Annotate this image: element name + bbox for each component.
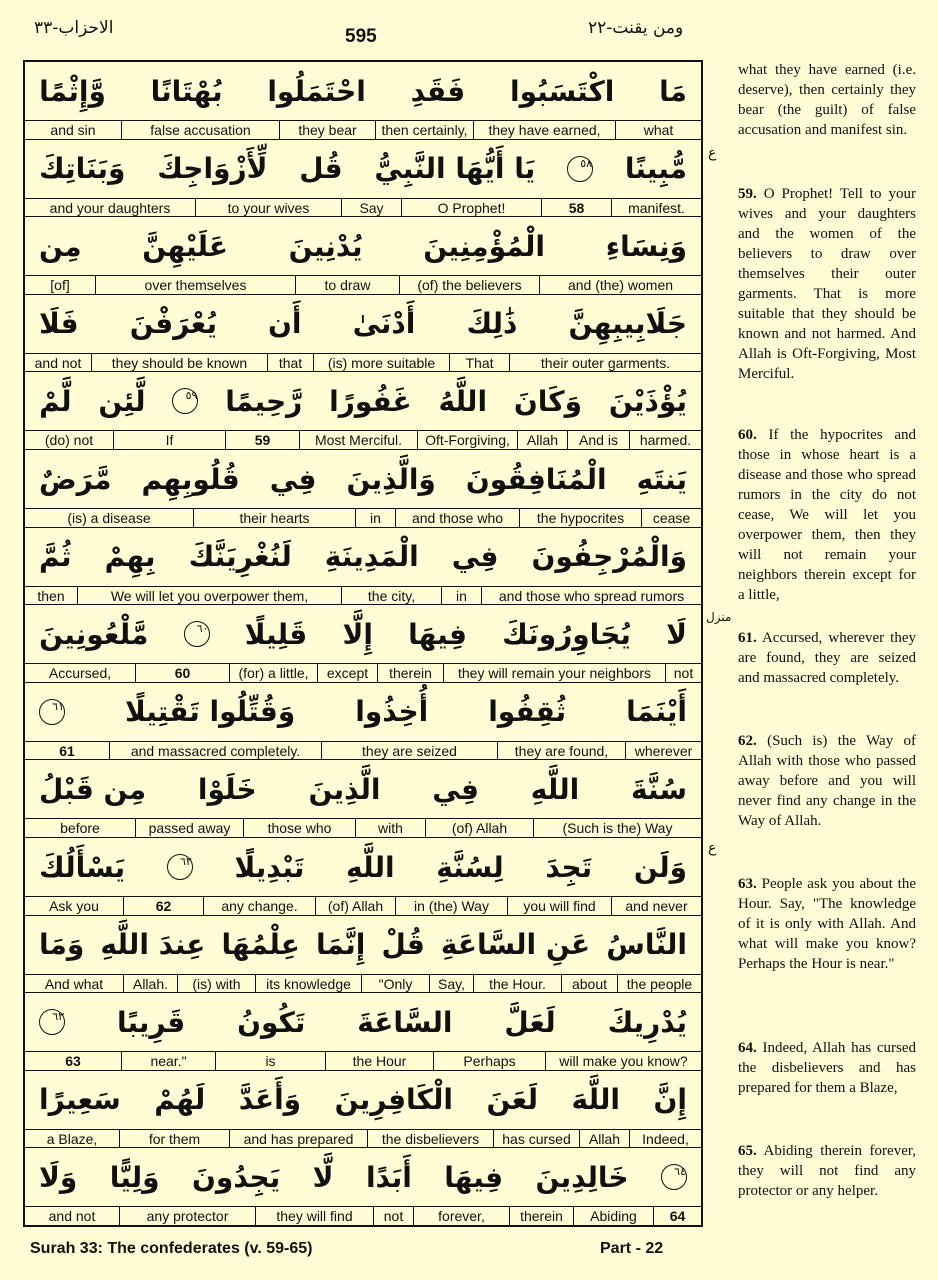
- verse-row: [25, 1071, 701, 1149]
- gloss-cell: and (the) women: [539, 276, 701, 294]
- gloss-cell: And is: [567, 431, 629, 449]
- page-number: 595: [345, 26, 377, 47]
- arabic-word: مِن: [39, 229, 82, 263]
- arabic-line: [25, 140, 701, 199]
- arabic-word: إِنَّ: [653, 1083, 687, 1117]
- english-gloss-line: [25, 1207, 701, 1225]
- gloss-cell: about: [561, 975, 617, 993]
- arabic-word: يُدْرِيكَ: [607, 1005, 687, 1039]
- arabic-word: لَهُمْ: [154, 1083, 206, 1117]
- verse-row: [25, 372, 701, 450]
- surah-footer: Surah 33: The confederates (v. 59-65): [30, 1240, 313, 1257]
- verse-number-mark: ٦٤: [661, 1164, 687, 1190]
- arabic-word: مِن قَبْلُ: [39, 772, 147, 806]
- arabic-word: عِلْمُهَا: [221, 928, 300, 962]
- gloss-cell: cease: [641, 509, 701, 527]
- arabic-word: وَبَنَاتِكَ: [39, 152, 126, 186]
- arabic-word: يَنتَهِ: [636, 462, 687, 496]
- arabic-word: سُنَّةَ: [631, 772, 687, 806]
- gloss-cell: Allah.: [123, 975, 177, 993]
- arabic-line: [25, 838, 701, 897]
- gloss-cell: to draw: [295, 276, 399, 294]
- gloss-cell: Say,: [429, 975, 473, 993]
- gloss-cell: and sin: [50, 122, 96, 138]
- verse-number-mark: ٦٣: [39, 1009, 65, 1035]
- arabic-word: وَلَن: [633, 850, 687, 884]
- arabic-word: عِندَ اللَّهِ: [100, 928, 206, 962]
- word-by-word-grid: [23, 60, 703, 1227]
- gloss-cell: not: [373, 1207, 413, 1225]
- arabic-line: [25, 295, 701, 354]
- arabic-word: فِيهَا: [444, 1160, 504, 1194]
- gloss-cell: And what: [44, 975, 104, 992]
- verse-number-mark: ٦١: [39, 699, 65, 725]
- arabic-word: قُلُوبِهِم: [141, 462, 240, 496]
- arabic-word: يُدْنِينَ: [288, 229, 363, 263]
- arabic-word: اللَّهَ: [571, 1083, 620, 1117]
- gloss-cell: That: [449, 354, 509, 372]
- translation-text: what they have earned (i.e. deserve), then certainly they bear (the guilt) of false accusation and manifest sin.: [738, 62, 916, 138]
- gloss-cell: (of) Allah: [425, 819, 533, 837]
- verse-row: [25, 1148, 701, 1226]
- arabic-word: لَا: [666, 617, 687, 651]
- translation-paragraph: [738, 1141, 916, 1201]
- translation-text: People ask you about the Hour. Say, "The knowledge of it is only with Allah. And what will make you know? Perhaps the Hour is near.": [738, 876, 916, 972]
- gloss-cell: they will find: [255, 1207, 373, 1225]
- arabic-line: [25, 605, 701, 664]
- gloss-cell: Abiding: [573, 1207, 653, 1225]
- gloss-cell: Perhaps: [433, 1052, 545, 1070]
- gloss-cell: in: [441, 587, 481, 605]
- translation-paragraph: [738, 425, 916, 605]
- gloss-cell: [of]: [50, 277, 70, 294]
- arabic-line: [25, 217, 701, 276]
- arabic-word: وَّإِثْمًا: [39, 74, 106, 108]
- verse-number-cell: 63: [65, 1053, 81, 1070]
- verse-row: [25, 838, 701, 916]
- gloss-cell: wherever: [625, 742, 701, 760]
- english-gloss-line: [25, 897, 701, 915]
- translation-text: Abiding therein forever, they will not find any protector or any helper.: [738, 1143, 916, 1199]
- gloss-cell: Allah: [517, 431, 567, 449]
- verse-row: [25, 605, 701, 683]
- arabic-word: تَجِدَ: [545, 850, 593, 884]
- gloss-cell: We will let you overpower them,: [77, 587, 341, 605]
- verse-row: [25, 450, 701, 528]
- arabic-word: لَّئِن: [98, 384, 146, 418]
- arabic-word: ثُقِفُوا: [488, 695, 567, 729]
- verse-number: 62.: [738, 733, 757, 749]
- gloss-cell: "Only: [361, 975, 429, 993]
- verse-number: 63.: [738, 876, 757, 892]
- arabic-line: [25, 916, 701, 975]
- gloss-cell: you will find: [507, 897, 611, 915]
- verse-row: [25, 916, 701, 994]
- arabic-word: لَعَلَّ: [504, 1005, 556, 1039]
- english-gloss-line: [25, 819, 701, 837]
- gloss-cell: Indeed,: [629, 1130, 701, 1148]
- arabic-line: [25, 450, 701, 509]
- verse-row: [25, 295, 701, 373]
- arabic-word: يَسْأَلُكَ: [39, 850, 126, 884]
- arabic-word: لَعَنَ: [486, 1083, 538, 1117]
- arabic-word: بِهِمْ: [104, 540, 156, 574]
- translation-paragraph: [738, 60, 916, 140]
- arabic-word: تَبْدِيلًا: [234, 850, 305, 884]
- arabic-word: الْمُنَافِقُونَ: [465, 462, 607, 496]
- gloss-cell: forever,: [413, 1207, 509, 1225]
- arabic-word: يُجَاوِرُونَكَ: [502, 617, 631, 651]
- gloss-cell: those who: [243, 819, 355, 837]
- arabic-word: قَرِيبًا: [116, 1005, 186, 1039]
- arabic-word: أَبَدًا: [365, 1160, 412, 1194]
- gloss-cell: (of) Allah: [315, 897, 395, 915]
- arabic-word: رَّحِيمًا: [225, 384, 303, 418]
- gloss-cell: any change.: [203, 897, 315, 915]
- gloss-cell: they are found,: [497, 742, 625, 760]
- english-gloss-line: [25, 509, 701, 527]
- gloss-cell: the Hour.: [473, 975, 561, 993]
- arabic-word: فَلَا: [39, 307, 79, 341]
- gloss-cell: the city,: [341, 587, 441, 605]
- gloss-cell: will make you know?: [545, 1052, 701, 1070]
- arabic-word: إِنَّمَا: [315, 928, 366, 962]
- english-gloss-line: [25, 199, 701, 217]
- verse-row: [25, 993, 701, 1071]
- verse-row: [25, 217, 701, 295]
- arabic-word: لَّا: [312, 1160, 334, 1194]
- arabic-word: وَالَّذِينَ: [346, 462, 436, 496]
- arabic-word: لَنُغْرِيَنَّكَ: [188, 540, 292, 574]
- gloss-cell: harmed.: [629, 431, 701, 449]
- verse-number-cell: 62: [123, 897, 203, 915]
- gloss-cell: not: [665, 664, 701, 682]
- arabic-word: لِّأَزْوَاجِكَ: [157, 152, 268, 186]
- gloss-cell: the Hour: [325, 1052, 433, 1070]
- verse-number-cell: 60: [135, 664, 229, 682]
- arabic-word: وَالْمُرْجِفُونَ: [531, 540, 687, 574]
- verse-row: [25, 528, 701, 606]
- verse-number-mark: ٥٨: [567, 156, 593, 182]
- arabic-word: احْتَمَلُوا: [267, 74, 366, 108]
- english-gloss-line: [25, 276, 701, 294]
- gloss-cell: the hypocrites: [519, 509, 641, 527]
- translation-text: O Prophet! Tell to your wives and your daughters and the women of the believers to draw over themselves their outer garments. That is more suitable that they should be known and not harmed. And Allah is Oft-Forgiving, Most Merciful.: [738, 186, 916, 382]
- arabic-word: عَلَيْهِنَّ: [142, 229, 228, 263]
- arabic-word: اكْتَسَبُوا: [510, 74, 615, 108]
- arabic-line: [25, 62, 701, 121]
- arabic-word: خَالِدِينَ: [535, 1160, 629, 1194]
- arabic-word: فِي: [432, 772, 479, 806]
- verse-number: 60.: [738, 427, 757, 443]
- gloss-cell: that: [267, 354, 313, 372]
- gloss-cell: Ask you: [49, 898, 99, 914]
- verse-row: [25, 683, 701, 761]
- arabic-word: أَيْنَمَا: [626, 695, 687, 729]
- arabic-word: عَنِ السَّاعَةِ: [440, 928, 591, 962]
- english-gloss-line: [25, 587, 701, 605]
- arabic-word: فِي: [451, 540, 499, 574]
- arabic-line: [25, 372, 701, 431]
- arabic-line: [25, 528, 701, 587]
- translation-text: If the hypocrites and those in whose heart is a disease and those who spread rumors in the city do not cease, We will let you overpower them, then they will not remain your neighbors therein except for a little,: [738, 427, 916, 603]
- arabic-word: أَدْنَىٰ: [352, 307, 416, 341]
- gloss-cell: false accusation: [121, 121, 279, 139]
- gloss-cell: and not: [48, 1208, 96, 1225]
- verse-number: 65.: [738, 1143, 757, 1159]
- arabic-word: مَا: [659, 74, 687, 108]
- english-gloss-line: [25, 975, 701, 993]
- gloss-cell: the disbelievers: [367, 1130, 493, 1148]
- gloss-cell: they should be known: [91, 354, 267, 372]
- gloss-cell: Most Merciful.: [299, 431, 417, 449]
- verse-number-cell: 58: [541, 199, 611, 217]
- arabic-word: يُعْرَفْنَ: [129, 307, 217, 341]
- verse-row: [25, 140, 701, 218]
- gloss-cell: over themselves: [95, 276, 295, 294]
- gloss-cell: therein: [509, 1207, 573, 1225]
- arabic-word: وَلِيًّا: [109, 1160, 160, 1194]
- english-gloss-line: [25, 742, 701, 760]
- arabic-word: يُؤْذَيْنَ: [608, 384, 687, 418]
- gloss-cell: (is) more suitable: [313, 354, 449, 372]
- gloss-cell: has cursed: [493, 1130, 579, 1148]
- arabic-word: الَّذِينَ: [308, 772, 381, 806]
- verse-number-cell: 59: [225, 431, 299, 449]
- arabic-word: قُلْ: [381, 928, 425, 962]
- arabic-word: يَا أَيُّهَا النَّبِيُّ: [374, 152, 536, 186]
- translation-paragraph: [738, 184, 916, 384]
- gloss-cell: in (the) Way: [395, 897, 507, 915]
- arabic-word: فَقَدِ: [410, 74, 466, 108]
- arabic-word: ثُمَّ: [39, 540, 72, 574]
- arabic-word: قُل: [299, 152, 343, 186]
- gloss-cell: then: [37, 587, 65, 604]
- gloss-cell: O Prophet!: [401, 199, 541, 217]
- arabic-line: [25, 993, 701, 1052]
- arabic-word: أَن: [268, 307, 302, 341]
- arabic-word: تَكُونُ: [237, 1005, 306, 1039]
- gloss-cell: Oft-Forgiving,: [417, 431, 517, 449]
- gloss-cell: If: [113, 431, 225, 449]
- arabic-line: [25, 760, 701, 819]
- arabic-word: اللَّهُ: [438, 384, 488, 418]
- english-gloss-line: [25, 121, 701, 139]
- gloss-cell: and those who: [395, 509, 519, 527]
- verse-number: 61.: [738, 630, 757, 646]
- arabic-word: بُهْتَانًا: [150, 74, 223, 108]
- arabic-word: وَقُتِّلُوا تَقْتِيلًا: [124, 695, 296, 729]
- part-title-arabic: ومن يقنت-٢٢: [588, 18, 684, 38]
- gloss-cell: (is) a disease: [67, 510, 151, 526]
- arabic-line: [25, 1071, 701, 1130]
- gloss-cell: Accursed,: [48, 665, 112, 682]
- arabic-word: اللَّهِ: [346, 850, 395, 884]
- gloss-cell: to your wives: [195, 199, 341, 217]
- arabic-word: الْكَافِرِينَ: [334, 1083, 453, 1117]
- gloss-cell: (of) the believers: [399, 276, 539, 294]
- arabic-word: إِلَّا: [342, 617, 373, 651]
- gloss-cell: (Such is the) Way: [533, 819, 701, 837]
- part-footer: Part - 22: [600, 1240, 664, 1257]
- translation-text: (Such is) the Way of Allah with those who passed away before and you will never find any change in the Way of Allah.: [738, 733, 916, 829]
- arabic-word: غَفُورًا: [329, 384, 412, 418]
- gloss-cell: except: [317, 664, 377, 682]
- gloss-cell: and has prepared: [229, 1130, 367, 1148]
- verse-number: 64.: [738, 1040, 757, 1056]
- english-gloss-line: [25, 354, 701, 372]
- arabic-word: أُخِذُوا: [355, 695, 429, 729]
- arabic-word: وَأَعَدَّ: [238, 1083, 302, 1117]
- arabic-line: [25, 1148, 701, 1207]
- english-gloss-line: [25, 431, 701, 449]
- gloss-cell: therein: [377, 664, 443, 682]
- gloss-cell: Allah: [579, 1130, 629, 1148]
- translation-text: Indeed, Allah has cursed the disbelievers and has prepared for them a Blaze,: [738, 1040, 917, 1096]
- arabic-word: يَجِدُونَ: [192, 1160, 281, 1194]
- english-gloss-line: [25, 1052, 701, 1070]
- gloss-cell: near.": [121, 1052, 215, 1070]
- gloss-cell: they will remain your neighbors: [443, 664, 665, 682]
- arabic-word: وَكَانَ: [513, 384, 582, 418]
- verse-number-mark: ٥٩: [172, 388, 198, 414]
- gloss-cell: a Blaze,: [46, 1130, 98, 1147]
- arabic-word: لِسُنَّةِ: [436, 850, 504, 884]
- translation-paragraph: [738, 628, 916, 688]
- gloss-cell: is: [215, 1052, 325, 1070]
- gloss-cell: any protector: [119, 1207, 255, 1225]
- gloss-cell: the people: [617, 975, 701, 993]
- verse-number-cell: 64: [653, 1207, 701, 1225]
- gloss-cell: and not: [34, 354, 82, 371]
- arabic-word: وَلَا: [39, 1160, 78, 1194]
- ruku-mark: ع: [708, 145, 717, 161]
- arabic-word: وَمَا: [39, 928, 85, 962]
- gloss-cell: and those who spread rumors: [481, 587, 701, 605]
- gloss-cell: they are seized: [321, 742, 497, 760]
- arabic-word: قَلِيلًا: [244, 617, 308, 651]
- arabic-word: ذَٰلِكَ: [466, 307, 518, 341]
- surah-title-arabic: الاحزاب-٣٣: [34, 18, 114, 38]
- gloss-cell: passed away: [135, 819, 243, 837]
- arabic-word: لَّمْ: [39, 384, 72, 418]
- gloss-cell: they have earned,: [473, 121, 615, 139]
- arabic-word: الْمَدِينَةِ: [324, 540, 419, 574]
- arabic-word: فِي: [269, 462, 317, 496]
- arabic-word: مَّلْعُونِينَ: [39, 617, 149, 651]
- gloss-cell: (do) not: [44, 432, 94, 449]
- arabic-word: وَنِسَاءِ: [605, 229, 687, 263]
- arabic-word: الْمُؤْمِنِينَ: [423, 229, 546, 263]
- arabic-word: النَّاسُ: [606, 928, 687, 962]
- arabic-word: مَّرَضٌ: [39, 462, 112, 496]
- verse-row: [25, 62, 701, 140]
- gloss-cell: (is) with: [177, 975, 255, 993]
- arabic-word: جَلَابِيبِهِنَّ: [568, 307, 687, 341]
- english-gloss-line: [25, 664, 701, 682]
- arabic-word: اللَّهِ: [530, 772, 580, 806]
- arabic-word: سَعِيرًا: [39, 1083, 121, 1117]
- gloss-cell: what: [615, 121, 701, 139]
- gloss-cell: its knowledge: [255, 975, 361, 993]
- gloss-cell: they bear: [279, 121, 375, 139]
- arabic-line: [25, 683, 701, 742]
- ruku-mark-2: ع: [708, 840, 717, 856]
- verse-row: [25, 760, 701, 838]
- manzil-mark: منزل: [706, 610, 732, 624]
- translation-paragraph: [738, 731, 916, 831]
- gloss-cell: for them: [119, 1130, 229, 1148]
- gloss-cell: with: [355, 819, 425, 837]
- gloss-cell: (for) a little,: [229, 664, 317, 682]
- verse-number-mark: ٦٢: [167, 854, 193, 880]
- arabic-word: مُّبِينًا: [624, 152, 687, 186]
- gloss-cell: and never: [611, 897, 701, 915]
- verse-number-mark: ٦٠: [184, 621, 210, 647]
- translation-paragraph: [738, 1038, 916, 1098]
- gloss-cell: before: [60, 820, 100, 837]
- english-gloss-line: [25, 1130, 701, 1148]
- gloss-cell: their hearts: [193, 509, 355, 527]
- translation-paragraph: [738, 874, 916, 974]
- gloss-cell: and massacred completely.: [109, 742, 321, 760]
- gloss-cell: manifest.: [611, 199, 701, 217]
- gloss-cell: their outer garments.: [509, 354, 701, 372]
- gloss-cell: in: [355, 509, 395, 527]
- arabic-word: السَّاعَةَ: [357, 1005, 453, 1039]
- translation-text: Accursed, wherever they are found, they are seized and massacred completely.: [738, 630, 916, 686]
- verse-number-cell: 61: [59, 742, 75, 759]
- arabic-word: فِيهَا: [408, 617, 467, 651]
- gloss-cell: Say: [341, 199, 401, 217]
- arabic-word: خَلَوْا: [197, 772, 257, 806]
- gloss-cell: then certainly,: [375, 121, 473, 139]
- verse-number: 59.: [738, 186, 757, 202]
- gloss-cell: and your daughters: [49, 199, 171, 216]
